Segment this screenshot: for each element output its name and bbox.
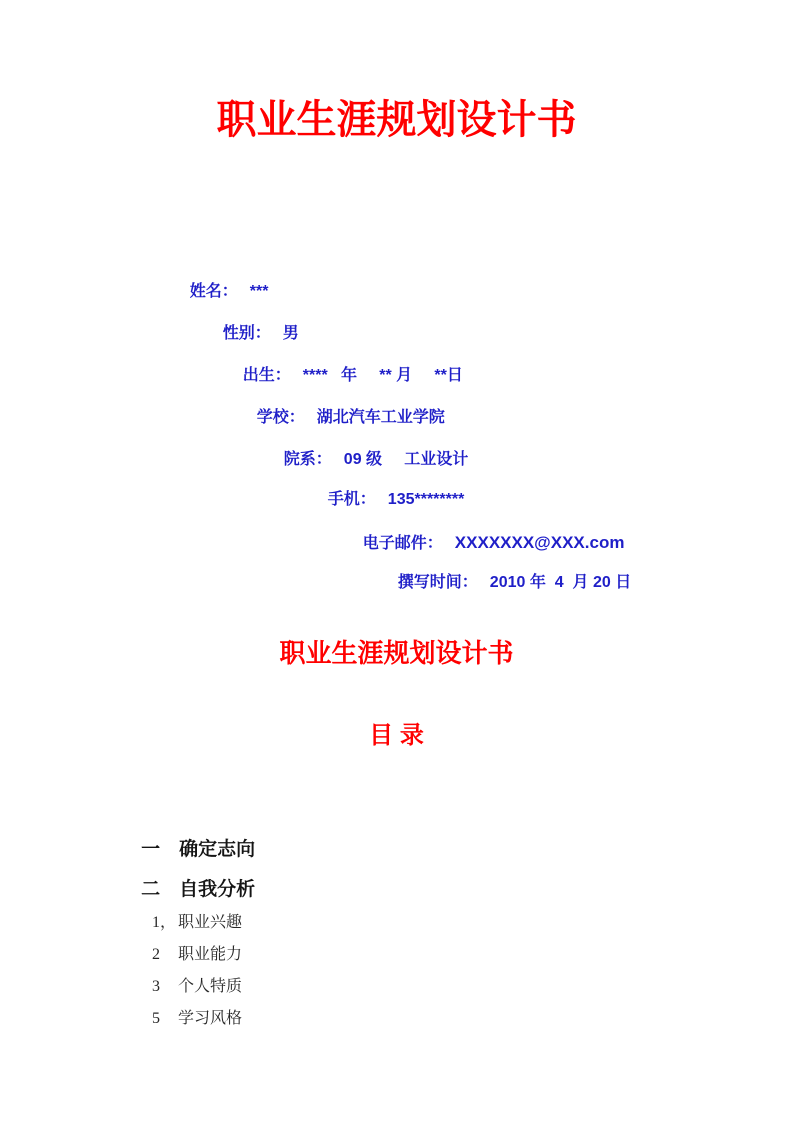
toc-subitem-number: 3 (152, 978, 160, 996)
mobile-value: 135******** (387, 491, 465, 508)
toc-subitem-number: 1， (152, 914, 177, 932)
page-subtitle: 职业生涯规划设计书 (279, 638, 514, 668)
name-label: 姓名： (189, 283, 238, 300)
birth-value: **** 年 ** 月 **日 (302, 367, 463, 384)
email-value: XXXXXXX@XXX.com (454, 533, 625, 552)
birth-label: 出生： (242, 367, 291, 384)
toc-subitem-label: 学习风格 (178, 1010, 243, 1028)
toc-subitem-learning-style (136, 990, 242, 1048)
toc-subitem-number: 5 (152, 1010, 160, 1028)
toc-chapter-number: 一 (141, 838, 161, 860)
gender-value: 男 (282, 325, 299, 342)
toc-chapter-label: 自我分析 (179, 878, 256, 900)
main-title: 职业生涯规划设计书 (216, 98, 577, 142)
toc-subitem-number: 2 (152, 946, 160, 964)
gender-label: 性别： (222, 325, 271, 342)
toc-chapter-number: 二 (141, 878, 161, 900)
department-value: 09 级 工业设计 (343, 451, 469, 468)
toc-title: 目 录 (369, 722, 424, 749)
info-row-date (380, 553, 631, 613)
date-label: 撰写时间： (397, 574, 478, 591)
school-value: 湖北汽车工业学院 (316, 409, 445, 426)
toc-subitem-label: 职业兴趣 (178, 914, 243, 932)
toc-subitem-label: 个人特质 (178, 978, 243, 996)
name-value: *** (249, 283, 269, 300)
toc-chapter-label: 确定志向 (179, 838, 256, 860)
mobile-label: 手机： (327, 491, 376, 508)
toc-subitem-label: 职业能力 (178, 946, 243, 964)
department-label: 院系： (283, 451, 332, 468)
email-label: 电子邮件： (362, 535, 443, 552)
school-label: 学校： (256, 409, 305, 426)
date-value: 2010 年 4 月 20 日 (489, 574, 632, 591)
